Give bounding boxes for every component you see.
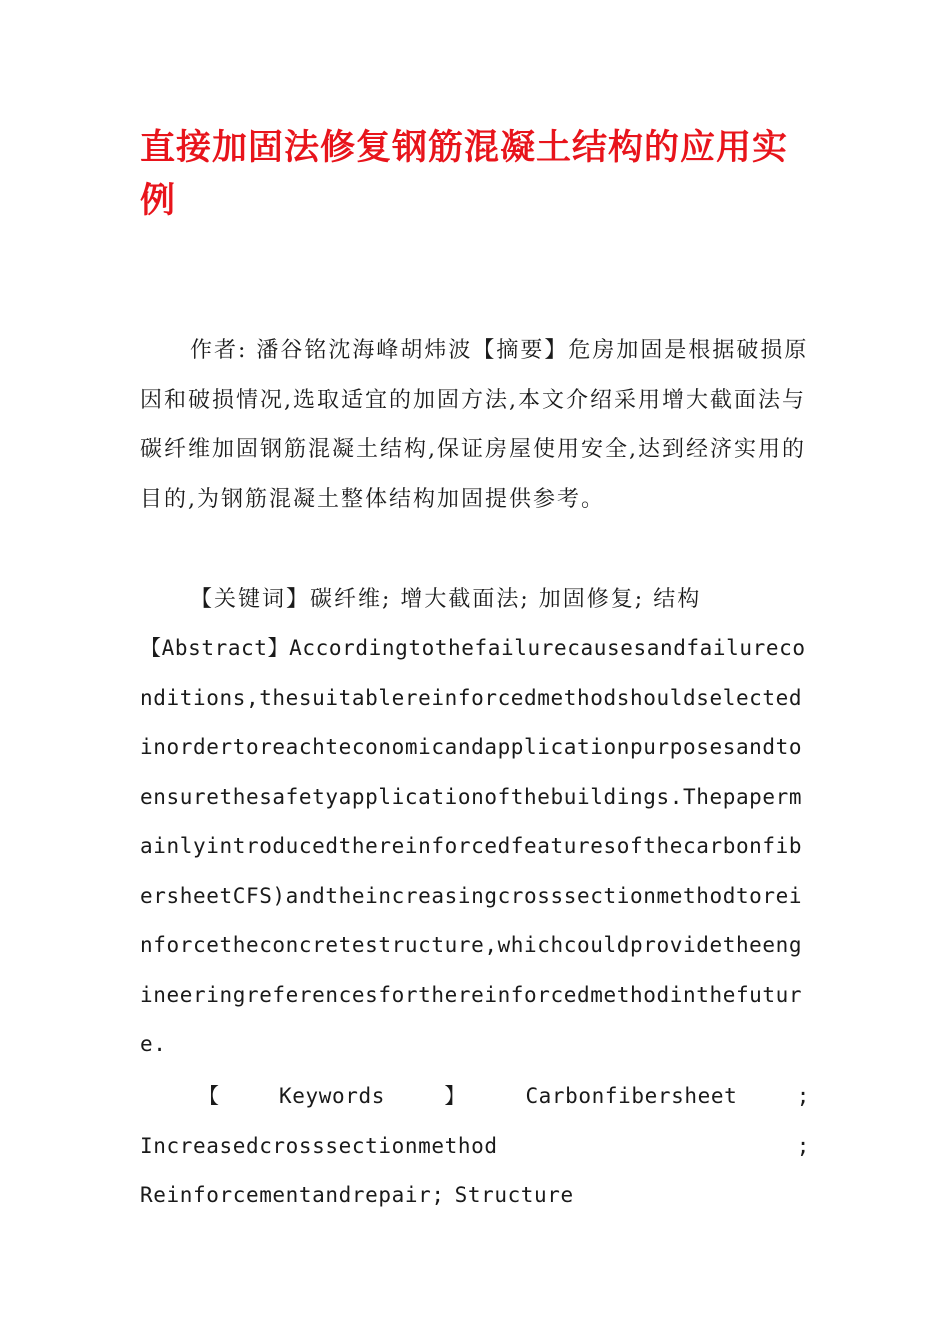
keywords-label: Keywords xyxy=(279,1084,385,1108)
keywords-line-3 xyxy=(140,1171,810,1221)
english-abstract-paragraph: 【Abstract】Accordingtothefailurecausesandfailureconditions,thesuitablereinforcedmethodshouldselectedinordertoreachteconomicandapplicationpurposesandtoensurethesafetyapplicationofthebuildings.ThepapermainlyintroducedthereinforcedfeaturesofthecarbonfibersheetCFS)andtheincreasingcrosssectionmethodtoreinforcetheconcretestructure,whichcouldprovidetheengineeringreferencesforthereinforcedmethodinthefuture. xyxy=(140,636,806,1056)
keyword-cross-section: Increasedcrosssectionmethod xyxy=(140,1133,498,1158)
keywords-line-1 xyxy=(140,1072,810,1122)
chinese-abstract-paragraph: 作者: 潘谷铭沈海峰胡炜波【摘要】危房加固是根据破损原因和破损情况,选取适宜的加固方法,本文介绍采用增大截面法与碳纤维加固钢筋混凝土结构,保证房屋使用安全,达到经济实用的目的,为钢筋混凝土整体结构加固提供参考。 xyxy=(140,338,809,512)
keyword-separator: ; xyxy=(796,1084,810,1108)
english-keywords-block xyxy=(140,1072,810,1221)
keyword-reinforcement: Reinforcementandrepair; xyxy=(140,1183,445,1207)
document-title: 直接加固法修复钢筋混凝土结构的应用实例 xyxy=(140,128,789,221)
keyword-structure: Structure xyxy=(454,1183,574,1207)
keywords-close-bracket: 】 xyxy=(444,1084,467,1108)
keywords-open-bracket: 【 xyxy=(198,1084,220,1108)
keyword-carbon-fiber: Carbonfibersheet xyxy=(525,1084,738,1108)
chinese-keywords-paragraph: 【关键词】碳纤维; 增大截面法; 加固修复; 结构 xyxy=(190,587,702,612)
keyword-separator: ; xyxy=(796,1133,810,1158)
keywords-line-2 xyxy=(140,1122,810,1172)
